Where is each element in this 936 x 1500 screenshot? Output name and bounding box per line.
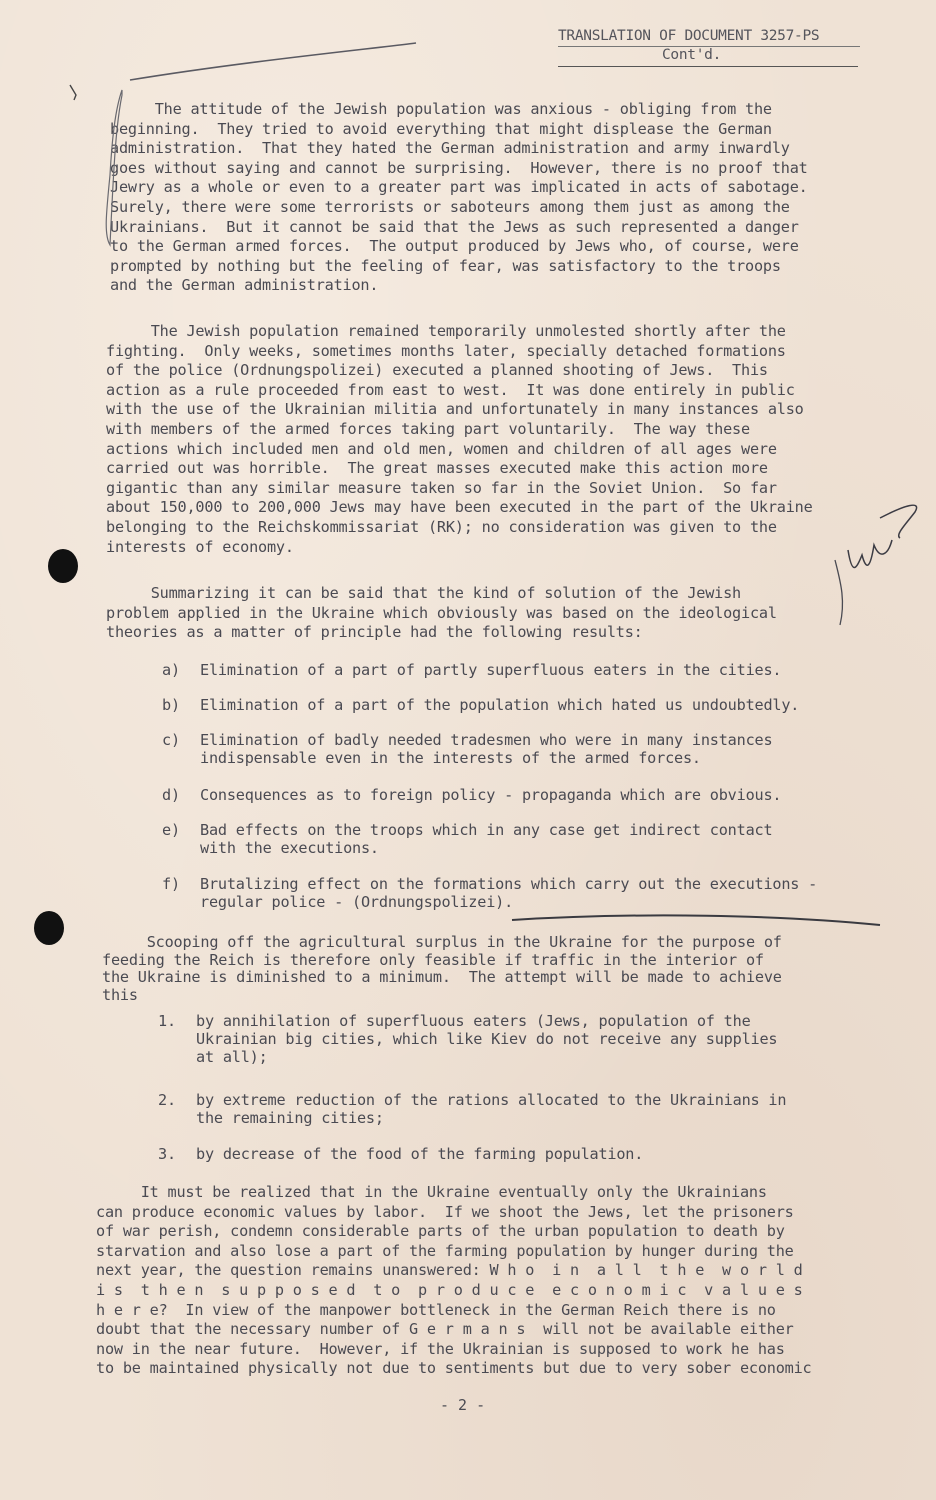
- paragraph-summary: Summarizing it can be said that the kind of solution of the Jewish problem applied in the Ukraine which obviously was based on the ideological theories as a matter of principle had the following results:: [106, 584, 777, 642]
- tick-mark-icon: [70, 85, 76, 100]
- list-marker: 2.: [158, 1091, 176, 1109]
- measure-item-1: [158, 1012, 878, 1068]
- list-marker: d): [162, 786, 180, 804]
- list-marker: 1.: [158, 1012, 176, 1030]
- list-marker: b): [162, 696, 180, 714]
- result-item-e: [162, 821, 882, 861]
- measure-item-3: [158, 1145, 878, 1165]
- result-item-c: [162, 731, 882, 771]
- result-item-b: [162, 696, 882, 716]
- paragraph-attitude: The attitude of the Jewish population was anxious - obliging from the beginning. They tried to avoid everything that might displease the German administration. That they hated the German administration and army inwardly goes without saying and cannot be surprising. However, there is no proof that Jewry as a whole or even to a greater part was implicated in acts of sabotage. Surely, there were some terrorists or saboteurs among them just as among the Ukrainians. But it cannot be said that the Jews as such represented a danger to the German armed forces. The output produced by Jews who, of course, were prompted by nothing but the feeling of fear, was satisfactory to the troops and the German administration.: [110, 100, 808, 295]
- list-item-text: by decrease of the food of the farming population.: [196, 1145, 644, 1163]
- punch-hole-icon: [48, 549, 78, 583]
- paragraph-economic: It must be realized that in the Ukraine eventually only the Ukrainians can produce economic values by labor. If we shoot the Jews, let the prisoners of war perish, condemn considerable parts of the urban population to death by starvation and also lose a part of the farming population by hunger during the next year, the question remains unanswered: W h o i n a l l t h e w o r l d i s t h e n s u p p o s e d t o p r o d u c e e c o n o m i c v a l u e s h e r e? In view of the manpower bottleneck in the German Reich there is no doubt that the necessary number of G e r m a n s will not be available either now in the near future. However, if the Ukrainian is supposed to work he has to be maintained physically not due to sentiments but due to very sober economic: [96, 1183, 812, 1378]
- paragraph-executions: The Jewish population remained temporarily unmolested shortly after the fighting. Only weeks, sometimes months later, specially detached formations of the police (Ordnungspolizei) executed a planned shooting of Jews. This action as a rule proceeded from east to west. It was done entirely in public with the use of the Ukrainian militia and unfortunately in many instances also with members of the armed forces taking part voluntarily. The way these actions which included men and old men, women and children of all ages were carried out was horrible. The great masses executed make this action more gigantic than any similar measure taken so far in the Soviet Union. So far about 150,000 to 200,000 Jews may have been executed in the part of the Ukraine belonging to the Reichskommissariat (RK); no consideration was given to the interests of economy.: [106, 322, 813, 556]
- list-marker: f): [162, 875, 180, 893]
- result-item-a: [162, 661, 882, 681]
- list-item-text: Elimination of a part of partly superfluous eaters in the cities.: [200, 661, 782, 679]
- document-header: [558, 28, 860, 64]
- list-item-text: Brutalizing effect on the formations which carry out the executions - regular police - (Ordnungspolizei).: [200, 875, 818, 911]
- list-item-text: Elimination of badly needed tradesmen who were in many instances indispensable even in the interests of the armed forces.: [200, 731, 773, 767]
- list-marker: c): [162, 731, 180, 749]
- page-number: - 2 -: [440, 1396, 486, 1414]
- pencil-underline: [512, 915, 880, 925]
- list-item-text: Bad effects on the troops which in any case get indirect contact with the executions.: [200, 821, 773, 857]
- list-marker: e): [162, 821, 180, 839]
- list-item-text: Elimination of a part of the population which hated us undoubtedly.: [200, 696, 800, 714]
- list-item-text: by extreme reduction of the rations allocated to the Ukrainians in the remaining cities;: [196, 1091, 787, 1127]
- list-item-text: by annihilation of superfluous eaters (Jews, population of the Ukrainian big cities, which like Kiev do not receive any supplies at all);: [196, 1012, 778, 1066]
- header-underline: [558, 66, 858, 67]
- pencil-stroke-top: [130, 43, 416, 80]
- document-title: TRANSLATION OF DOCUMENT 3257-PS: [558, 28, 860, 47]
- measure-item-2: [158, 1091, 878, 1131]
- continued-label: Cont'd.: [662, 47, 722, 63]
- list-item-text: Consequences as to foreign policy - propaganda which are obvious.: [200, 786, 782, 804]
- punch-hole-icon: [34, 911, 64, 945]
- list-marker: 3.: [158, 1145, 176, 1163]
- list-marker: a): [162, 661, 180, 679]
- result-item-f: [162, 875, 882, 915]
- result-item-d: [162, 786, 882, 806]
- paragraph-agricultural: Scooping off the agricultural surplus in the Ukraine for the purpose of feeding the Reich is therefore only feasible if traffic in the interior of the Ukraine is diminished to a minimum. The attempt will be made to achieve this: [102, 933, 782, 1004]
